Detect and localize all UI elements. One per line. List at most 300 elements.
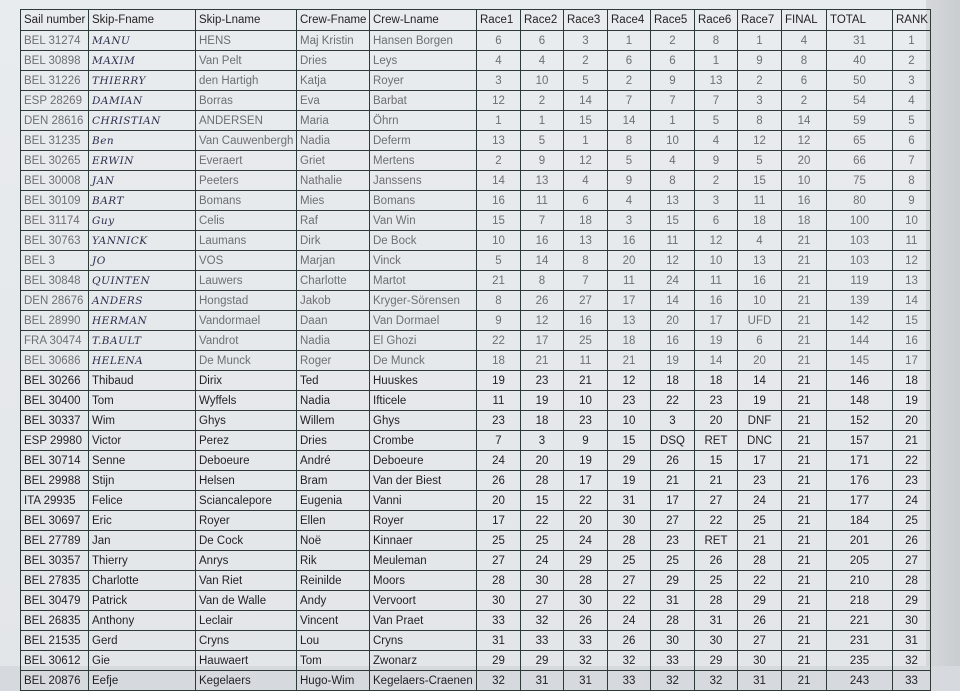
table-cell: 22 [695,511,738,531]
table-cell: Raf [297,211,370,231]
table-cell: 31 [564,671,608,691]
table-cell: 1 [521,111,564,131]
table-cell: BEL 30763 [21,231,89,251]
table-cell: 1 [893,31,931,51]
table-cell: 7 [651,91,695,111]
table-cell: 13 [521,171,564,191]
table-cell: BEL 30612 [21,651,89,671]
table-cell: 21 [782,391,827,411]
table-cell: 29 [477,651,521,671]
table-row [21,111,931,131]
table-cell: CHRISTIAN [89,111,196,131]
table-cell: YANNICK [89,231,196,251]
table-cell: 25 [651,551,695,571]
table-cell: ITA 29935 [21,491,89,511]
table-cell: Hugo-Wim [297,671,370,691]
table-cell: 21 [782,571,827,591]
table-cell: BEL 20876 [21,671,89,691]
table-cell: 16 [564,311,608,331]
table-cell: 15 [738,171,782,191]
table-cell: BEL 30266 [21,371,89,391]
table-cell: 21 [782,491,827,511]
table-cell: 14 [521,251,564,271]
table-cell: 18 [608,331,651,351]
table-cell: 66 [827,151,893,171]
table-cell: 33 [564,631,608,651]
table-row [21,511,931,531]
table-cell: Meuleman [370,551,477,571]
table-cell: Crombe [370,431,477,451]
table-cell: Martot [370,271,477,291]
table-cell: 23 [695,391,738,411]
table-cell: Anrys [196,551,297,571]
table-cell: 15 [695,451,738,471]
table-cell: 21 [782,331,827,351]
table-cell: ESP 29980 [21,431,89,451]
table-cell: 26 [893,531,931,551]
table-cell: 20 [564,511,608,531]
table-cell: 243 [827,671,893,691]
table-cell: 21 [782,651,827,671]
table-cell: 12 [477,91,521,111]
table-cell: 24 [893,491,931,511]
table-cell: 24 [608,611,651,631]
table-cell: 14 [738,371,782,391]
table-cell: 25 [564,331,608,351]
results-table [20,9,931,691]
column-header: FINAL [782,10,827,31]
table-cell: 3 [477,71,521,91]
table-cell: DEN 28616 [21,111,89,131]
table-cell: 13 [738,251,782,271]
table-cell: BEL 30109 [21,191,89,211]
header-row [21,10,931,31]
table-cell: 10 [477,231,521,251]
table-cell: 29 [893,591,931,611]
table-cell: 21 [782,371,827,391]
table-cell: 21 [782,591,827,611]
table-cell: 177 [827,491,893,511]
table-cell: 31 [477,631,521,651]
table-cell: 4 [477,51,521,71]
table-cell: Eric [89,511,196,531]
table-cell: 17 [651,491,695,511]
table-cell: 54 [827,91,893,111]
table-row [21,91,931,111]
table-cell: Patrick [89,591,196,611]
table-cell: André [297,451,370,471]
table-cell: 29 [738,591,782,611]
table-cell: 26 [695,551,738,571]
table-cell: Deferm [370,131,477,151]
table-cell: Eva [297,91,370,111]
table-cell: 10 [782,171,827,191]
table-cell: 30 [521,571,564,591]
table-cell: 32 [893,651,931,671]
table-cell: 4 [893,91,931,111]
table-cell: Bomans [196,191,297,211]
table-cell: 2 [695,171,738,191]
table-cell: Stijn [89,471,196,491]
table-cell: 12 [782,131,827,151]
table-cell: BEL 30265 [21,151,89,171]
table-cell: 28 [651,611,695,631]
table-cell: 3 [564,31,608,51]
table-cell: 11 [695,271,738,291]
table-cell: 21 [782,451,827,471]
table-cell: 21 [782,431,827,451]
table-cell: 14 [477,171,521,191]
table-row [21,531,931,551]
table-cell: BEL 31235 [21,131,89,151]
table-cell: 10 [651,131,695,151]
table-cell: 26 [477,471,521,491]
table-cell: HENS [196,31,297,51]
column-header: Crew-Fname [297,10,370,31]
table-cell: Dries [297,51,370,71]
table-cell: 9 [651,71,695,91]
table-cell: Dries [297,431,370,451]
table-cell: 2 [782,91,827,111]
table-cell: 201 [827,531,893,551]
table-cell: 6 [608,51,651,71]
table-cell: 7 [608,91,651,111]
table-cell: Dirk [297,231,370,251]
table-cell: Katja [297,71,370,91]
table-cell: Tom [89,391,196,411]
table-cell: 31 [608,491,651,511]
table-cell: 31 [827,31,893,51]
table-cell: 11 [608,271,651,291]
table-cell: Thierry [89,551,196,571]
table-cell: DEN 28676 [21,291,89,311]
table-cell: 2 [564,51,608,71]
table-cell: 18 [477,351,521,371]
table-cell: 33 [608,671,651,691]
table-cell: 3 [695,191,738,211]
table-cell: 15 [477,211,521,231]
table-cell: 9 [695,151,738,171]
table-cell: 22 [738,571,782,591]
table-cell: 18 [782,211,827,231]
table-cell: BEL 30697 [21,511,89,531]
table-cell: THIERRY [89,71,196,91]
table-cell: 11 [738,191,782,211]
table-cell: 8 [608,131,651,151]
table-cell: 8 [521,271,564,291]
column-header: Race5 [651,10,695,31]
table-cell: 2 [477,151,521,171]
table-cell: 15 [521,491,564,511]
table-cell: 2 [893,51,931,71]
table-cell: 14 [608,111,651,131]
table-cell: 19 [564,451,608,471]
table-row [21,171,931,191]
table-cell: 17 [893,351,931,371]
table-cell: 20 [695,411,738,431]
table-cell: Vincent [297,611,370,631]
table-cell: 8 [651,171,695,191]
table-cell: 16 [651,331,695,351]
table-cell: 20 [782,151,827,171]
table-cell: 31 [651,591,695,611]
table-row [21,491,931,511]
table-cell: 21 [782,551,827,571]
table-cell: 17 [477,511,521,531]
table-cell: 12 [738,131,782,151]
table-cell: 65 [827,131,893,151]
table-cell: 6 [564,191,608,211]
table-cell: BEL 30848 [21,271,89,291]
table-cell: 2 [608,71,651,91]
table-cell: Huuskes [370,371,477,391]
table-cell: 23 [651,531,695,551]
table-cell: 152 [827,411,893,431]
table-cell: 5 [893,111,931,131]
table-cell: 8 [782,51,827,71]
table-row [21,651,931,671]
table-cell: 12 [564,151,608,171]
table-cell: Lou [297,631,370,651]
table-cell: 231 [827,631,893,651]
table-cell: 19 [695,331,738,351]
table-cell: 11 [651,231,695,251]
table-cell: De Munck [370,351,477,371]
table-cell: Maj Kristin [297,31,370,51]
table-row [21,351,931,371]
table-cell: 3 [521,431,564,451]
table-cell: 13 [477,131,521,151]
table-cell: Eugenia [297,491,370,511]
table-row [21,31,931,51]
table-cell: Deboeure [370,451,477,471]
table-cell: Andy [297,591,370,611]
table-cell: Felice [89,491,196,511]
table-cell: 30 [893,611,931,631]
table-cell: 30 [477,591,521,611]
table-cell: 4 [782,31,827,51]
table-cell: 7 [521,211,564,231]
table-cell: ANDERS [89,291,196,311]
table-row [21,251,931,271]
table-cell: 103 [827,231,893,251]
table-cell: 9 [477,311,521,331]
table-row [21,471,931,491]
table-cell: 8 [738,111,782,131]
table-cell: Senne [89,451,196,471]
table-cell: 21 [782,351,827,371]
table-cell: 20 [651,311,695,331]
table-cell: 19 [893,391,931,411]
table-cell: HERMAN [89,311,196,331]
table-cell: 21 [782,271,827,291]
table-cell: 26 [521,291,564,311]
table-cell: 4 [738,231,782,251]
table-cell: 30 [695,631,738,651]
table-cell: 18 [695,371,738,391]
table-cell: Kegelaers [196,671,297,691]
table-cell: Nadia [297,131,370,151]
table-cell: UFD [738,311,782,331]
table-cell: 28 [695,591,738,611]
table-cell: 25 [521,531,564,551]
table-cell: Mertens [370,151,477,171]
table-cell: 22 [893,451,931,471]
table-cell: BEL 30686 [21,351,89,371]
table-cell: Roger [297,351,370,371]
table-cell: 21 [782,471,827,491]
table-cell: 19 [651,351,695,371]
table-cell: 21 [608,351,651,371]
table-cell: Everaert [196,151,297,171]
column-header: Race2 [521,10,564,31]
table-cell: BEL 21535 [21,631,89,651]
table-cell: 6 [782,71,827,91]
table-cell: 21 [695,471,738,491]
table-cell: HELENA [89,351,196,371]
table-row [21,571,931,591]
table-cell: Kegelaers-Craenen [370,671,477,691]
table-cell: 25 [477,531,521,551]
table-cell: 184 [827,511,893,531]
column-header: Skip-Lname [196,10,297,31]
table-cell: 13 [893,271,931,291]
table-cell: 29 [651,571,695,591]
table-cell: Charlotte [297,271,370,291]
table-cell: Ellen [297,511,370,531]
table-cell: De Bock [370,231,477,251]
table-cell: 21 [782,291,827,311]
table-cell: Ghys [196,411,297,431]
table-cell: 1 [695,51,738,71]
table-row [21,331,931,351]
table-cell: Van Pelt [196,51,297,71]
table-cell: Vandormael [196,311,297,331]
table-cell: 28 [608,531,651,551]
table-cell: DAMIAN [89,91,196,111]
table-cell: 3 [651,411,695,431]
table-cell: Nathalie [297,171,370,191]
table-cell: Helsen [196,471,297,491]
table-cell: 40 [827,51,893,71]
table-cell: 32 [608,651,651,671]
table-cell: 29 [608,451,651,471]
table-cell: 218 [827,591,893,611]
table-cell: 7 [695,91,738,111]
table-cell: Bram [297,471,370,491]
table-cell: 210 [827,571,893,591]
table-cell: 23 [893,471,931,491]
table-cell: Van Praet [370,611,477,631]
table-cell: 30 [738,651,782,671]
table-cell: 32 [564,651,608,671]
table-cell: 28 [477,571,521,591]
table-cell: Hongstad [196,291,297,311]
table-row [21,411,931,431]
table-cell: 22 [477,331,521,351]
table-cell: 145 [827,351,893,371]
table-cell: 103 [827,251,893,271]
table-cell: 30 [608,511,651,531]
table-cell: Janssens [370,171,477,191]
table-cell: 31 [893,631,931,651]
table-cell: Leclair [196,611,297,631]
table-cell: 12 [893,251,931,271]
table-row [21,211,931,231]
table-cell: Royer [370,511,477,531]
table-cell: 19 [608,471,651,491]
table-cell: 139 [827,291,893,311]
table-cell: 1 [477,111,521,131]
table-cell: 16 [738,271,782,291]
table-cell: Ben [89,131,196,151]
table-cell: 18 [651,371,695,391]
table-cell: 16 [695,291,738,311]
table-cell: 12 [521,311,564,331]
table-row [21,311,931,331]
table-cell: 28 [893,571,931,591]
table-cell: BEL 30898 [21,51,89,71]
table-cell: 6 [893,131,931,151]
table-cell: DSQ [651,431,695,451]
table-cell: 20 [521,451,564,471]
table-cell: 17 [738,451,782,471]
table-cell: BEL 30357 [21,551,89,571]
table-cell: Van Riet [196,571,297,591]
table-cell: DNF [738,411,782,431]
table-cell: BEL 31274 [21,31,89,51]
table-cell: 10 [564,391,608,411]
table-cell: 20 [893,411,931,431]
table-cell: 22 [608,591,651,611]
table-cell: 4 [521,51,564,71]
table-cell: 3 [608,211,651,231]
table-cell: 29 [521,651,564,671]
table-cell: 31 [738,671,782,691]
table-cell: 22 [651,391,695,411]
table-cell: 25 [738,511,782,531]
table-row [21,391,931,411]
table-cell: 100 [827,211,893,231]
table-cell: Sciancalepore [196,491,297,511]
table-row [21,271,931,291]
table-cell: 33 [521,631,564,651]
table-cell: 10 [608,411,651,431]
table-cell: 23 [521,371,564,391]
table-cell: Öhrn [370,111,477,131]
table-cell: RET [695,531,738,551]
table-cell: 30 [564,591,608,611]
table-cell: 6 [738,331,782,351]
table-cell: 50 [827,71,893,91]
table-cell: 22 [521,511,564,531]
results-body [21,31,931,691]
table-cell: 4 [608,191,651,211]
table-cell: 235 [827,651,893,671]
table-cell: 21 [782,671,827,691]
column-header: Race1 [477,10,521,31]
table-cell: BEL 30400 [21,391,89,411]
table-cell: 157 [827,431,893,451]
table-cell: 10 [738,291,782,311]
table-cell: Rik [297,551,370,571]
table-cell: BEL 28990 [21,311,89,331]
table-cell: 17 [521,331,564,351]
table-cell: den Hartigh [196,71,297,91]
table-cell: 32 [651,671,695,691]
table-cell: T.BAULT [89,331,196,351]
table-cell: BEL 30008 [21,171,89,191]
